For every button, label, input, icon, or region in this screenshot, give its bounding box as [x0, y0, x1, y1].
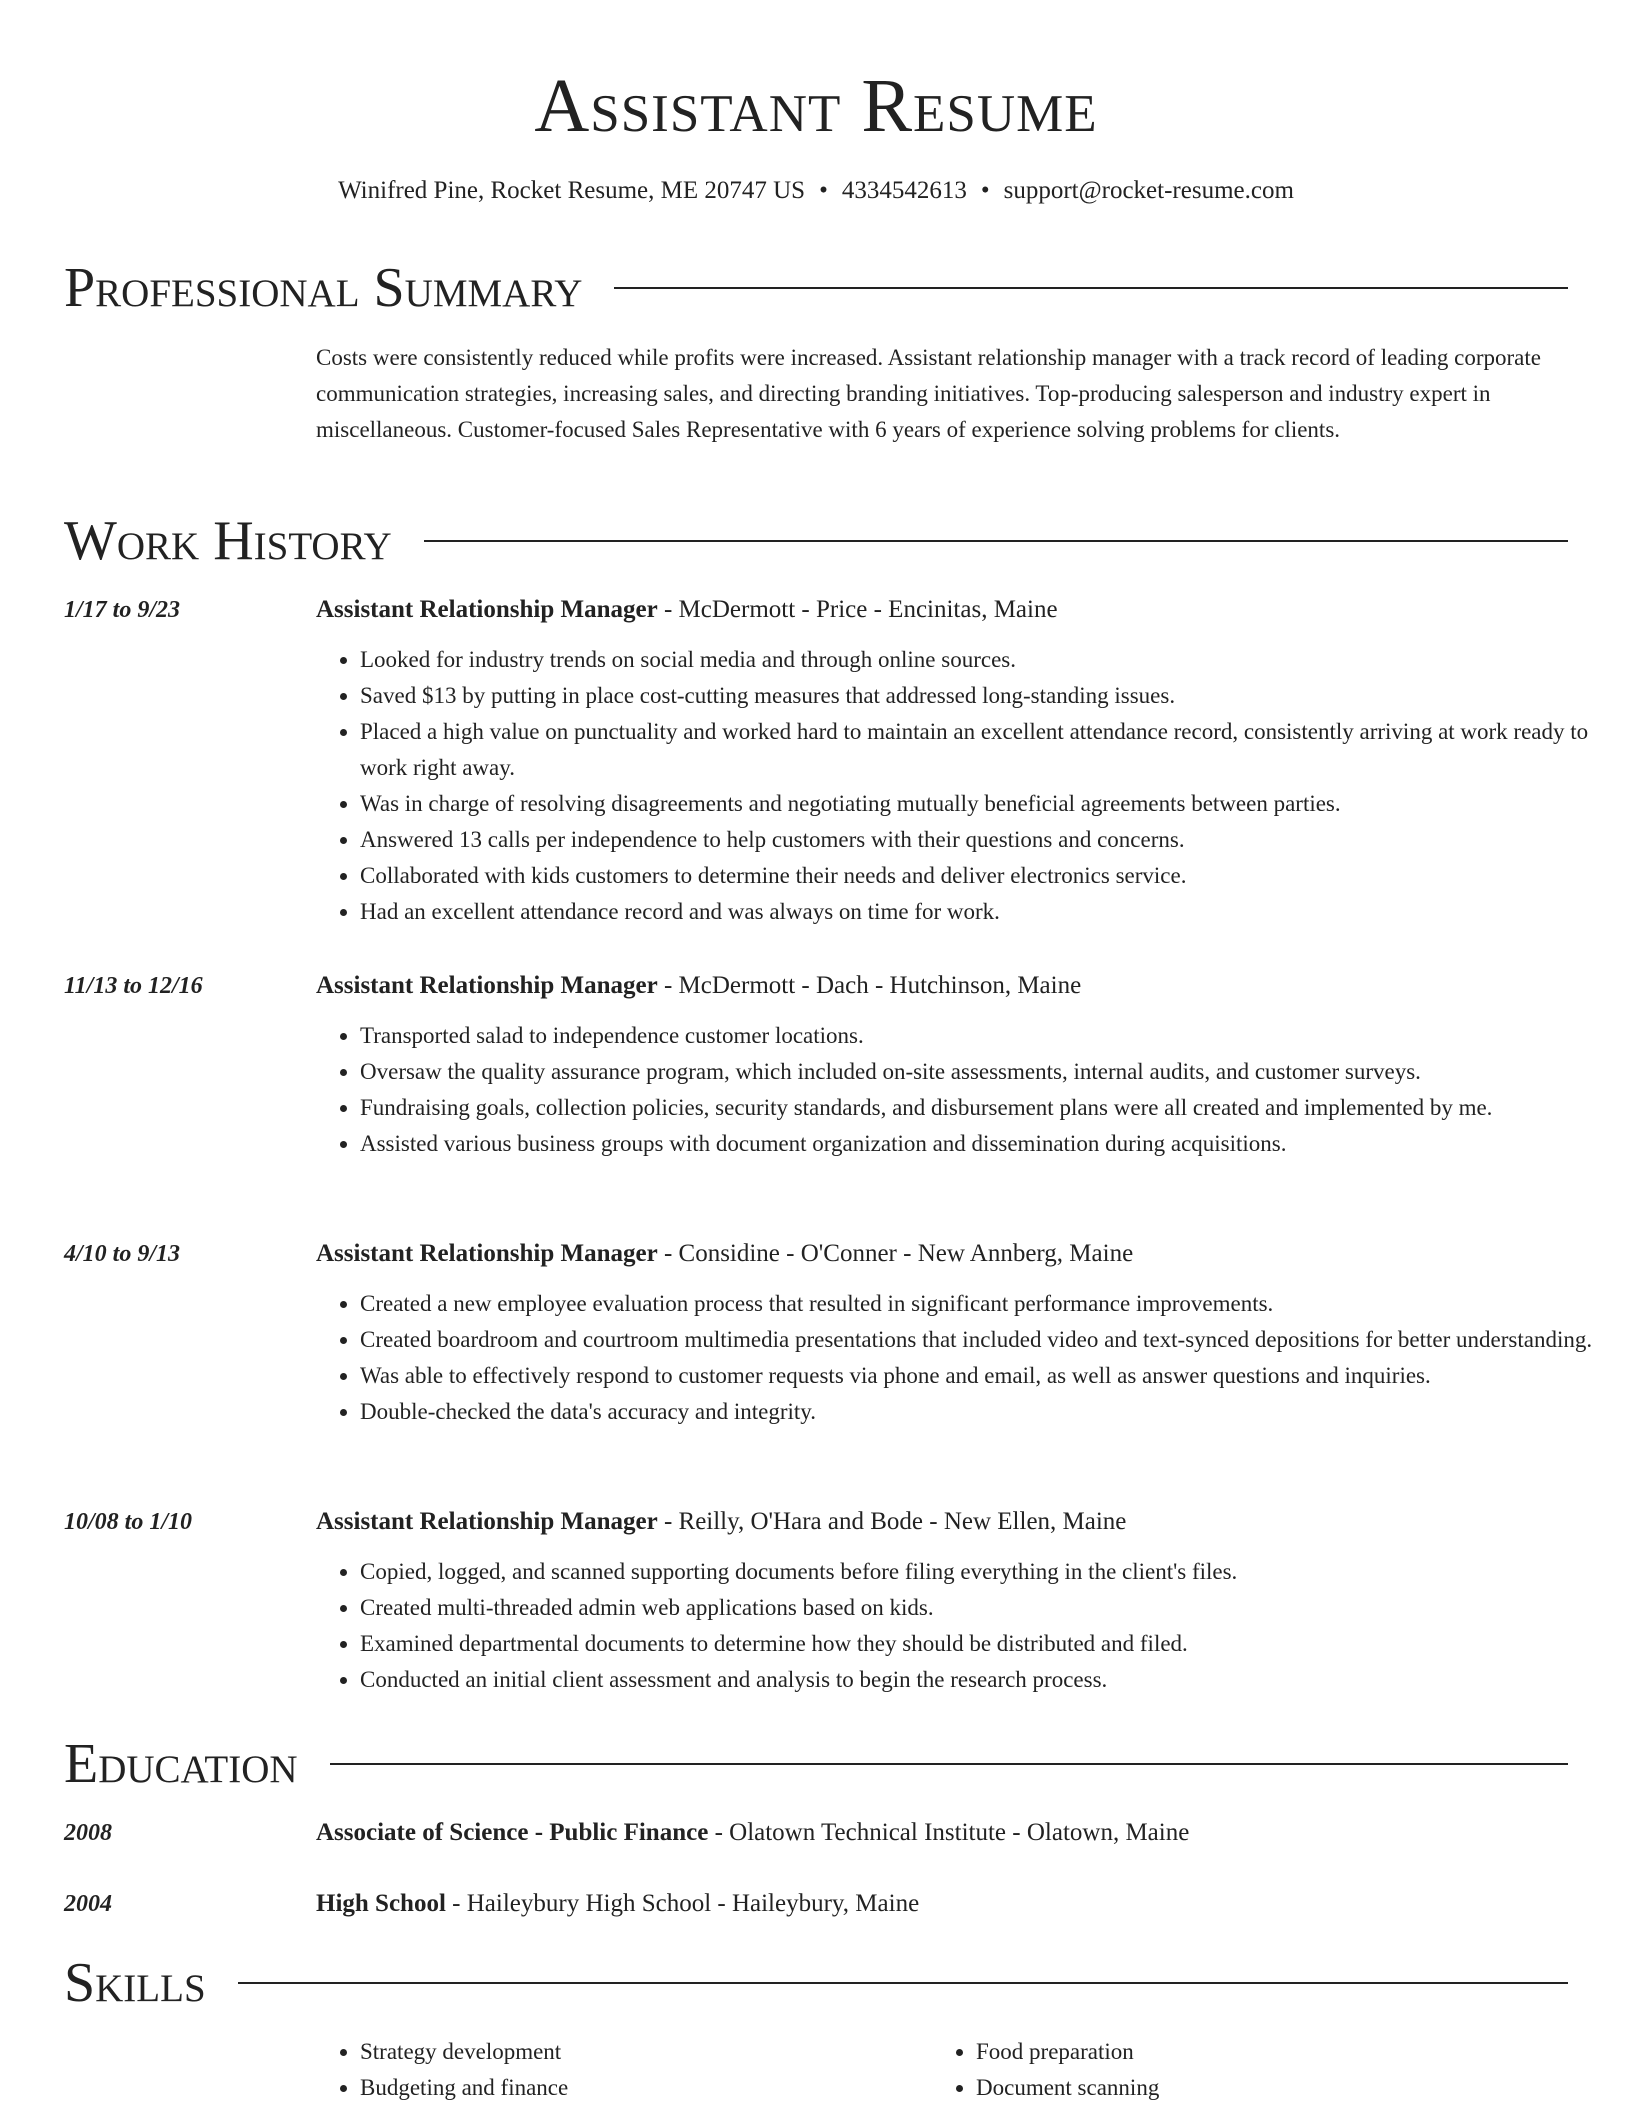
skill-item: • Document scanning: [976, 2070, 1536, 2106]
skills-list-right: [932, 2034, 1536, 2106]
summary-text: Costs were consistently reduced while profits were increased. Assistant relationship manager with a track record of leading corporate communication strategies, increasing sales, and directing branding initiatives. Top-producing salesperson and industry expert in miscellaneous. Customer-focused Sales Representative with 6 years of experience solving problems for clients.: [316, 345, 1541, 442]
education-line: [316, 1886, 1572, 1922]
contact-address: Winifred Pine, Rocket Resume, ME 20747 US: [338, 177, 806, 204]
job-employer: - Reilly, O'Hara and Bode - New Ellen, Maine: [657, 1508, 1127, 1535]
job-bullet: • Answered 13 calls per independence to help customers with their questions and concerns.: [360, 822, 1612, 858]
summary-heading: Professional Summary: [64, 257, 583, 319]
education-section-header: [64, 1732, 1568, 1796]
job-bullet: • Assisted various business groups with document organization and dissemination during acquisitions.: [360, 1126, 1612, 1162]
section-divider: [614, 287, 1568, 289]
job-employer: - McDermott - Price - Encinitas, Maine: [657, 596, 1058, 623]
job-bullet: • Placed a high value on punctuality and worked hard to maintain an excellent attendance record, consistently arriving at work ready to work right away.: [360, 714, 1612, 786]
contact-separator: •: [980, 177, 990, 204]
skills-section-header: [64, 1951, 1568, 2015]
job-title-line: [316, 1504, 1572, 1540]
contact-phone: 4334542613: [841, 177, 967, 204]
skill-item: • Food preparation: [976, 2034, 1536, 2070]
contact-line: [0, 174, 1632, 208]
job-employer: - McDermott - Dach - Hutchinson, Maine: [657, 972, 1082, 999]
education-line: [316, 1815, 1572, 1851]
job-bullet: • Saved $13 by putting in place cost-cutting measures that addressed long-standing issues.: [360, 678, 1612, 714]
job-bullet: • Created boardroom and courtroom multimedia presentations that included video and text-synced depositions for better understanding.: [360, 1322, 1612, 1358]
section-divider: [424, 540, 1568, 542]
job-bullets: [316, 1554, 1612, 1698]
education-year: 2004: [64, 1891, 112, 1917]
job-bullet: • Copied, logged, and scanned supporting documents before filing everything in the client's files.: [360, 1554, 1612, 1590]
job-bullet: • Created multi-threaded admin web applications based on kids.: [360, 1590, 1612, 1626]
skills-list-left: [316, 2034, 920, 2106]
work-section-header: [64, 509, 1568, 573]
summary-section-header: [64, 256, 1568, 320]
job-bullet: • Fundraising goals, collection policies, security standards, and disbursement plans were all created and implemented by me.: [360, 1090, 1612, 1126]
job-bullets: [316, 1286, 1612, 1430]
work-heading: Work History: [64, 510, 392, 572]
job-role: Assistant Relationship Manager: [316, 1240, 658, 1267]
job-bullets: [316, 1018, 1612, 1162]
contact-email: support@rocket-resume.com: [1003, 177, 1294, 204]
job-bullet: • Examined departmental documents to determine how they should be distributed and filed.: [360, 1626, 1612, 1662]
job-role: Assistant Relationship Manager: [316, 596, 658, 623]
job-bullet: • Had an excellent attendance record and was always on time for work.: [360, 894, 1612, 930]
job-bullets: [316, 642, 1612, 930]
job-title-line: [316, 1236, 1572, 1272]
section-divider: [238, 1982, 1568, 1984]
education-degree: Associate of Science - Public Finance: [316, 1819, 709, 1846]
skills-heading: Skills: [64, 1952, 206, 2014]
job-bullet: • Was able to effectively respond to customer requests via phone and email, as well as answer questions and inquiries.: [360, 1358, 1612, 1394]
job-bullet: • Oversaw the quality assurance program, which included on-site assessments, internal audits, and customer surveys.: [360, 1054, 1612, 1090]
education-school: - Olatown Technical Institute - Olatown, Maine: [708, 1819, 1190, 1846]
job-bullet: • Conducted an initial client assessment and analysis to begin the research process.: [360, 1662, 1612, 1698]
job-dates: 4/10 to 9/13: [64, 1241, 181, 1267]
education-school: - Haileybury High School - Haileybury, Maine: [445, 1890, 920, 1917]
job-bullet: • Transported salad to independence customer locations.: [360, 1018, 1612, 1054]
education-degree: High School: [316, 1890, 446, 1917]
education-heading: Education: [64, 1733, 298, 1795]
job-dates: 1/17 to 9/23: [64, 597, 181, 623]
job-bullet: • Looked for industry trends on social media and through online sources.: [360, 642, 1612, 678]
contact-separator: •: [819, 177, 828, 204]
job-dates: 11/13 to 12/16: [64, 973, 203, 999]
section-divider: [330, 1763, 1568, 1765]
job-bullet: • Was in charge of resolving disagreements and negotiating mutually beneficial agreements between parties.: [360, 786, 1612, 822]
job-role: Assistant Relationship Manager: [316, 972, 658, 999]
resume-title: Assistant Resume: [534, 64, 1098, 148]
job-bullet: • Collaborated with kids customers to determine their needs and deliver electronics service.: [360, 858, 1612, 894]
job-bullet: • Double-checked the data's accuracy and integrity.: [360, 1394, 1612, 1430]
skill-item: • Strategy development: [360, 2034, 920, 2070]
education-year: 2008: [64, 1820, 112, 1846]
skill-item: • Budgeting and finance: [360, 2070, 920, 2106]
job-title-line: [316, 592, 1572, 628]
job-dates: 10/08 to 1/10: [64, 1509, 193, 1535]
job-role: Assistant Relationship Manager: [316, 1508, 658, 1535]
job-employer: - Considine - O'Conner - New Annberg, Maine: [657, 1240, 1134, 1267]
job-bullet: • Created a new employee evaluation process that resulted in significant performance improvements.: [360, 1286, 1612, 1322]
job-title-line: [316, 968, 1572, 1004]
